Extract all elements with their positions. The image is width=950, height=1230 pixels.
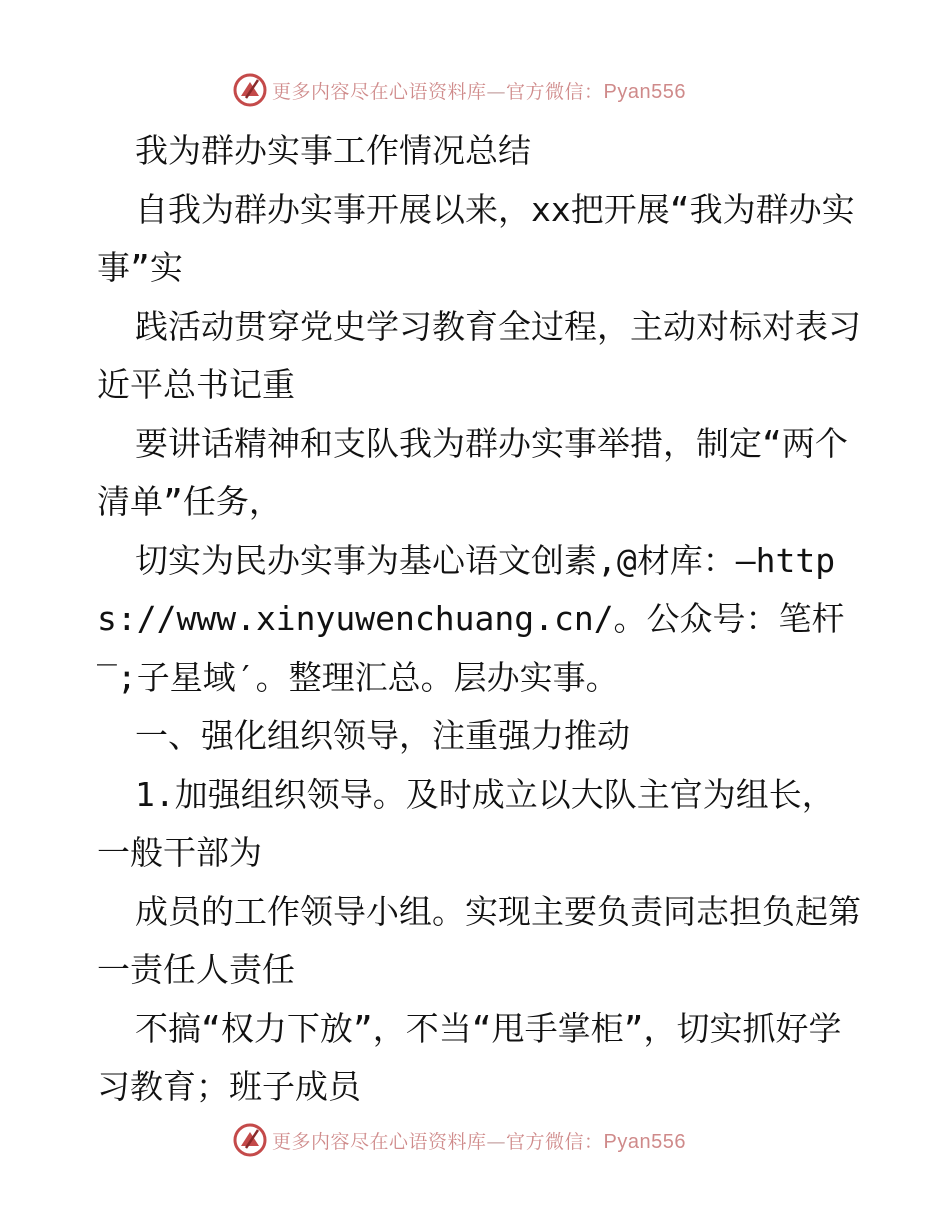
paragraph: 不搞“权力下放”，不当“甩手掌柜”，切实抓好学习教育；班子成员 bbox=[97, 1008, 842, 1106]
document-body bbox=[97, 122, 867, 1117]
footer-watermark bbox=[232, 1120, 712, 1160]
paragraph: 切实为民办实事为基心语文创素,@材库：—https://www.xinyuwenchuang.cn/。公众号：笔杆‾;子星域′。整理汇总。层办实事。 bbox=[97, 540, 845, 697]
brand-logo-icon bbox=[232, 72, 268, 108]
paragraph: 成员的工作领导小组。实现主要负责同志担负起第一责任人责任 bbox=[97, 891, 861, 989]
watermark-separator: — bbox=[486, 80, 507, 103]
watermark-wechat-label: 官方微信： bbox=[506, 80, 604, 103]
watermark-separator: — bbox=[486, 1130, 507, 1153]
watermark-text: 更多内容尽在心语资料库 bbox=[272, 80, 487, 103]
paragraph: 自我为群办实事开展以来，xx把开展“我为群办实事”实 bbox=[97, 189, 855, 287]
section-heading: 一、强化组织领导，注重强力推动 bbox=[135, 716, 630, 755]
document-title: 我为群办实事工作情况总结 bbox=[135, 131, 531, 170]
watermark-text: 更多内容尽在心语资料库 bbox=[272, 1130, 487, 1153]
watermark-wechat-id: Pyan556 bbox=[603, 80, 686, 103]
header-watermark bbox=[232, 70, 712, 110]
paragraph: 要讲话精神和支队我为群办实事举措，制定“两个清单”任务， bbox=[97, 423, 848, 521]
watermark-wechat-id: Pyan556 bbox=[603, 1130, 686, 1153]
watermark-wechat-label: 官方微信： bbox=[506, 1130, 604, 1153]
brand-logo-icon bbox=[232, 1122, 268, 1158]
paragraph: 1.加强组织领导。及时成立以大队主官为组长，一般干部为 bbox=[97, 774, 835, 872]
paragraph: 践活动贯穿党史学习教育全过程，主动对标对表习近平总书记重 bbox=[97, 306, 861, 404]
